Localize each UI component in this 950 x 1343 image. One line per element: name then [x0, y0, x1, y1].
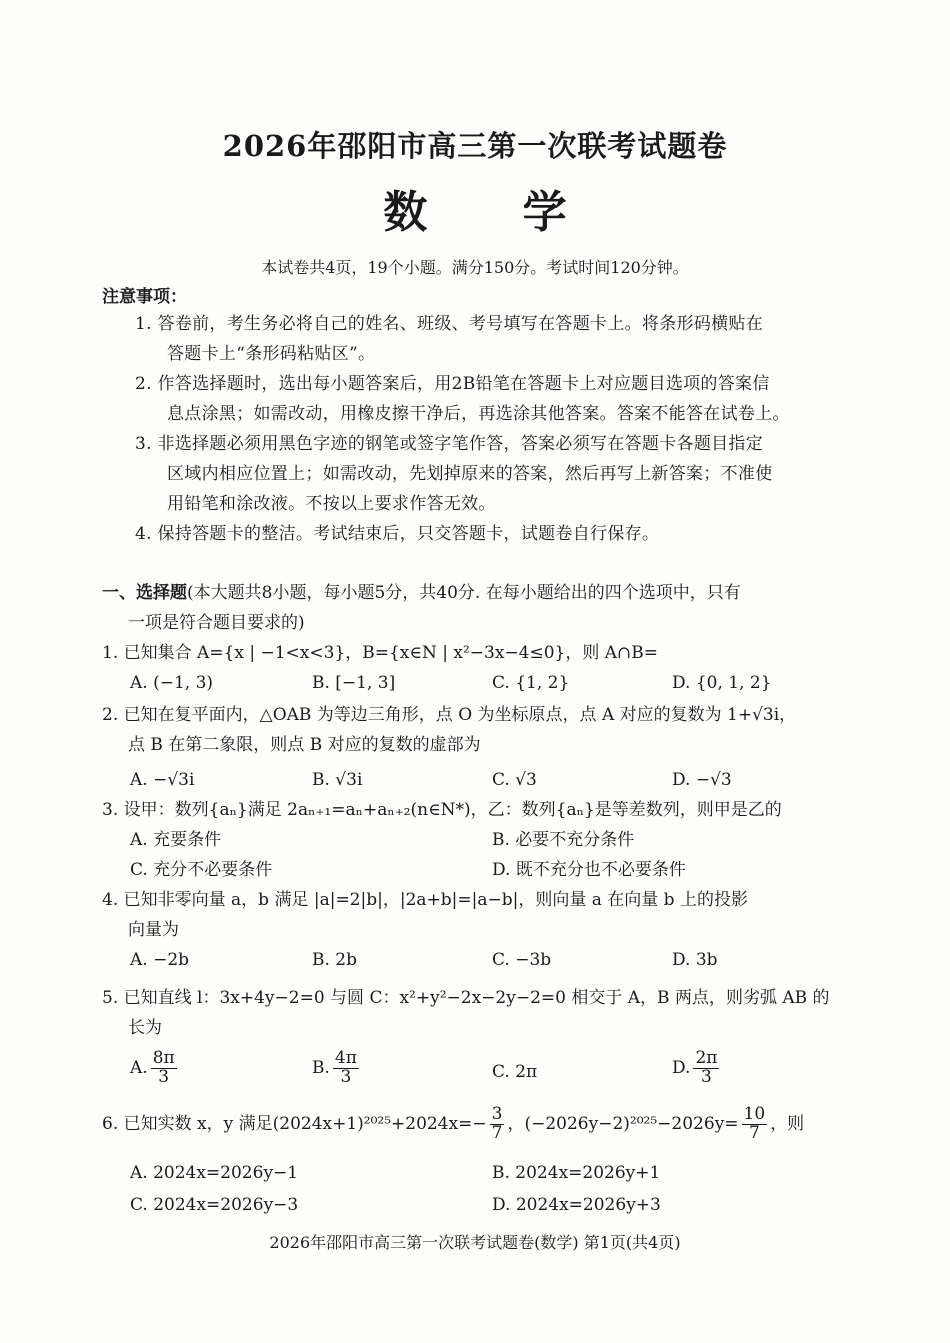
question-5-option-d — [672, 1050, 722, 1087]
question-1-option-b: B. [−1, 3] — [312, 673, 396, 693]
question-6-option-d: D. 2024x=2026y+3 — [492, 1195, 661, 1215]
question-4-option-b: B. 2b — [312, 950, 357, 970]
question-4-option-d: D. 3b — [672, 950, 718, 970]
question-3-option-b: B. 必要不充分条件 — [492, 830, 635, 850]
option-label: D. — [672, 1057, 691, 1078]
fraction-denominator: 3 — [340, 1066, 352, 1087]
question-4-option-c: C. −3b — [492, 950, 552, 970]
question-1-option-a: A. (−1, 3) — [130, 673, 214, 693]
option-value: 2π — [515, 1062, 538, 1082]
question-4-stem-cont: 向量为 — [128, 920, 179, 940]
exam-title: 2026年邵阳市高三第一次联考试题卷 — [222, 129, 728, 163]
section-desc: (本大题共8小题，每小题5分，共40分. 在每小题给出的四个选项中，只有 — [187, 583, 741, 603]
page-footer: 2026年邵阳市高三第一次联考试题卷(数学) 第1页(共4页) — [269, 1233, 681, 1252]
fraction-numerator: 2π — [695, 1048, 718, 1068]
question-4-stem: 4. 已知非零向量 a，b 满足 |a|=2|b|，|2a+b|=|a−b|，则向量 a 在向量 b 上的投影 — [102, 890, 748, 910]
fraction — [693, 1050, 719, 1087]
question-2-stem-cont: 点 B 在第二象限，则点 B 对应的复数的虚部为 — [128, 735, 481, 755]
question-6-stem-b: ，(−2026y−2)²⁰²⁵−2026y= — [507, 1113, 739, 1134]
notice-item-1-cont: 答题卡上“条形码粘贴区”。 — [167, 344, 376, 364]
question-1-stem: 1. 已知集合 A={x | −1<x<3}，B={x∈N | x²−3x−4≤0}，则 A∩B= — [102, 643, 659, 663]
notice-item-4: 4. 保持答题卡的整洁。考试结束后，只交答题卡，试题卷自行保存。 — [135, 524, 660, 544]
question-5-option-b — [312, 1050, 362, 1087]
section-heading — [102, 583, 741, 604]
question-2-option-d: D. −√3 — [672, 770, 732, 790]
question-5-option-c — [492, 1062, 537, 1083]
notice-item-3: 3. 非选择题必须用黑色字迹的钢笔或签字笔作答，答案必须写在答题卡各题目指定 — [135, 434, 764, 454]
question-3-stem: 3. 设甲：数列{aₙ}满足 2aₙ₊₁=aₙ+aₙ₊₂(n∈N*)，乙：数列{aₙ}是等差数列，则甲是乙的 — [102, 800, 782, 820]
question-4-option-a: A. −2b — [130, 950, 190, 970]
question-6-option-b: B. 2024x=2026y+1 — [492, 1163, 661, 1183]
subject-title: 数 学 — [383, 187, 607, 238]
notice-item-2-cont: 息点涂黑；如需改动，用橡皮擦干净后，再选涂其他答案。答案不能答在试卷上。 — [167, 404, 790, 424]
question-3-option-c: C. 充分不必要条件 — [130, 860, 273, 880]
option-label: C. — [492, 1062, 510, 1082]
question-5-stem-cont: 长为 — [128, 1018, 162, 1038]
question-3-option-a: A. 充要条件 — [130, 830, 222, 850]
fraction — [490, 1106, 505, 1143]
fraction-denominator: 7 — [748, 1122, 760, 1143]
fraction-denominator: 3 — [158, 1066, 170, 1087]
option-label: A. — [130, 1057, 148, 1078]
question-3-option-d: D. 既不充分也不必要条件 — [492, 860, 686, 880]
question-6-option-a: A. 2024x=2026y−1 — [130, 1163, 299, 1183]
fraction — [333, 1050, 359, 1087]
question-6-option-c: C. 2024x=2026y−3 — [130, 1195, 299, 1215]
fraction-numerator: 4π — [334, 1048, 357, 1068]
fraction-denominator: 3 — [701, 1066, 712, 1087]
section-title: 一、选择题 — [102, 583, 187, 603]
option-label: B. — [312, 1057, 330, 1078]
question-1-option-c: C. {1, 2} — [492, 673, 570, 693]
question-5-option-a — [130, 1050, 180, 1087]
question-2-option-b: B. √3i — [312, 770, 363, 790]
notice-item-3-cont2: 用铅笔和涂改液。不按以上要求作答无效。 — [167, 494, 496, 514]
question-1-option-d: D. {0, 1, 2} — [672, 673, 772, 693]
section-desc-cont: 一项是符合题目要求的) — [128, 613, 305, 633]
fraction — [742, 1106, 768, 1143]
fraction-denominator: 7 — [491, 1122, 503, 1143]
question-6-stem-c: ，则 — [770, 1113, 805, 1134]
exam-info: 本试卷共4页，19个小题。满分150分。考试时间120分钟。 — [261, 258, 689, 277]
notice-item-1: 1. 答卷前，考生务必将自己的姓名、班级、考号填写在答题卡上。将条形码横贴在 — [135, 314, 764, 334]
notice-item-3-cont: 区域内相应位置上；如需改动，先划掉原来的答案，然后再写上新答案；不准使 — [167, 464, 773, 484]
notice-heading: 注意事项： — [102, 287, 187, 307]
fraction — [151, 1050, 177, 1087]
notice-item-2: 2. 作答选择题时，选出每小题答案后，用2B铅笔在答题卡上对应题目选项的答案信 — [135, 374, 770, 394]
question-6-stem — [102, 1106, 804, 1143]
question-6-stem-a: 6. 已知实数 x，y 满足(2024x+1)²⁰²⁵+2024x=− — [102, 1113, 487, 1134]
fraction-numerator: 8π — [152, 1048, 175, 1068]
question-2-option-c: C. √3 — [492, 770, 537, 790]
fraction-numerator: 3 — [491, 1104, 503, 1124]
fraction-numerator: 10 — [743, 1104, 766, 1124]
question-2-stem: 2. 已知在复平面内，△OAB 为等边三角形，点 O 为坐标原点，点 A 对应的复数为 1+√3i， — [102, 705, 797, 725]
question-2-option-a: A. −√3i — [130, 770, 195, 790]
question-5-stem: 5. 已知直线 l：3x+4y−2=0 与圆 C：x²+y²−2x−2y−2=0 相交于 A，B 两点，则劣弧 AB 的 — [102, 988, 830, 1008]
